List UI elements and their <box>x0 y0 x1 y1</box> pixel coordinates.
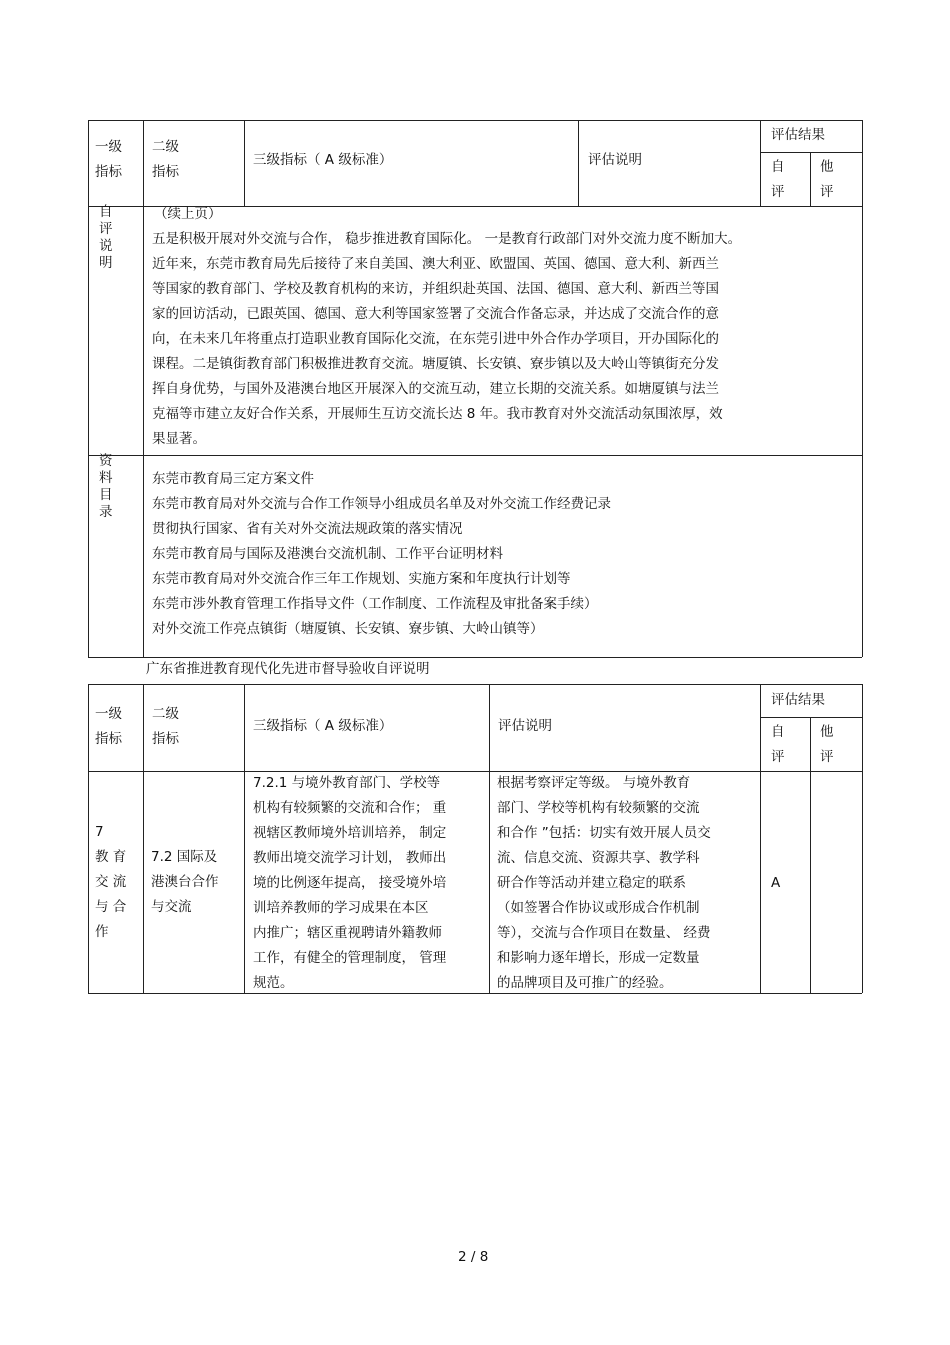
list-item: 东莞市教育局对外交流合作三年工作规划、实施方案和年度执行计划等 <box>152 571 571 587</box>
row-level1: 7 教 育 交 流 与 合 作 <box>95 824 127 940</box>
row-level3: 7.2.1 与境外教育部门、学校等 机构有较频繁的交流和合作； 重 视辖区教师境外培训培养， 制定 教师出境交流学习计划， 教师出 境的比例逐年提高， 接受境外培 训培养教师的学习成果在本区 内推广；辖区重视聘请外籍教师 工作，有健全的管理制度， 管理 规范。 <box>253 775 447 991</box>
header-result: 评估结果 <box>771 127 825 143</box>
header-self-eval: 自 评 <box>771 724 785 765</box>
list-item: 东莞市涉外教育管理工作指导文件（工作制度、工作流程及审批备案手续） <box>152 596 598 612</box>
header-level3: 三级指标（ A 级标准） <box>253 718 393 734</box>
page-number: 2 / 8 <box>458 1249 489 1265</box>
header-description: 评估说明 <box>588 152 642 168</box>
materials-label: 资 料 目 录 <box>99 453 113 520</box>
header-self-eval: 自 评 <box>771 159 785 200</box>
header-description: 评估说明 <box>498 718 552 734</box>
section-caption: 广东省推进教育现代化先进市督导验收自评说明 <box>146 661 430 677</box>
header-level3: 三级指标（ A 级标准） <box>253 152 393 168</box>
header-result: 评估结果 <box>771 692 825 708</box>
header-level1: 一级 指标 <box>95 706 122 747</box>
list-item: 东莞市教育局与国际及港澳台交流机制、工作平台证明材料 <box>152 546 503 562</box>
row-description: 根据考察评定等级。 与境外教育 部门、学校等机构有较频繁的交流 和合作 ”包括：切实有效开展人员交 流、信息交流、资源共享、教学科 研合作等活动并建立稳定的联系 （如签署合作协议或形成合作机制 等），交流与合作项目在数量、 经费 和影响力逐年增长，形成一定数量 的品牌项目及可推广的经验。 <box>497 775 711 991</box>
header-other-eval: 他 评 <box>820 159 834 200</box>
row-level2: 7.2 国际及 港澳台合作 与交流 <box>151 849 219 915</box>
list-item: 东莞市教育局对外交流与合作工作领导小组成员名单及对外交流工作经费记录 <box>152 496 611 512</box>
header-level2: 二级 指标 <box>152 139 179 180</box>
list-item: 贯彻执行国家、省有关对外交流法规政策的落实情况 <box>152 521 463 537</box>
self-eval-label: 自 评 说 明 <box>99 204 113 271</box>
materials-list <box>152 467 611 642</box>
header-level1: 一级 指标 <box>95 139 122 180</box>
list-item: 对外交流工作亮点镇街（塘厦镇、长安镇、寮步镇、大岭山镇等） <box>152 621 544 637</box>
row-self-eval: A <box>771 875 781 891</box>
list-item: 东莞市教育局三定方案文件 <box>152 471 314 487</box>
self-eval-text: （续上页） 五是积极开展对外交流与合作， 稳步推进教育国际化。 一是教育行政部门对外交流力度不断加大。 近年来，东莞市教育局先后接待了来自美国、澳大利亚、欧盟国、英国、德国、意大利、新西兰 等国家的教育部门、学校及教育机构的来访，并组织赴英国、法国、德国、意大利、新西兰等国 家的回访活动，已跟英国、德国、意大利等国家签署了交流合作备忘录，并达成了交流合作的意 向，在未来几年将重点打造职业教育国际化交流，在东莞引进中外合作办学项目，开办国际化的 课程。二是镇街教育部门积极推进教育交流。塘厦镇、长安镇、寮步镇以及大岭山等镇街充分发 挥自身优势，与国外及港澳台地区开展深入的交流互动，建立长期的交流关系。如塘厦镇与法兰 克福等市建立友好合作关系，开展师生互访交流长达 8 年。我市教育对外交流活动氛围浓厚，效 果显著。 <box>152 206 742 447</box>
header-other-eval: 他 评 <box>820 724 834 765</box>
header-level2: 二级 指标 <box>152 706 179 747</box>
